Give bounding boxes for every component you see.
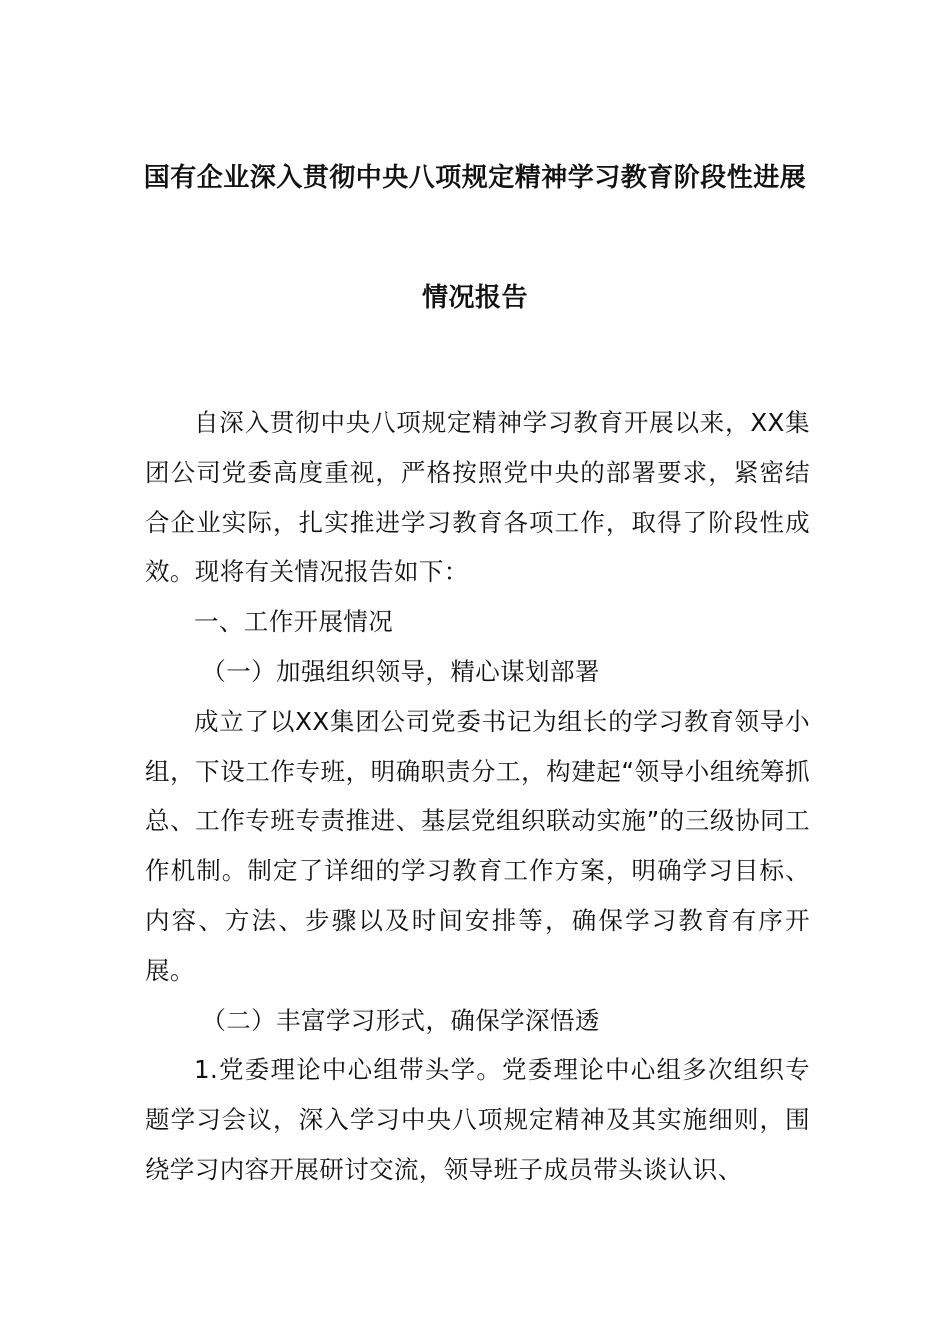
- body-paragraph-1: 成立了以XX集团公司党委书记为组长的学习教育领导小组，下设工作专班，明确职责分工，构建起“领导小组统筹抓总、工作专班专责推进、基层党组织联动实施”的三级协同工作机制。制定了详细的学习教育工作方案，明确学习目标、内容、方法、步骤以及时间安排等，确保学习教育有序开展。: [145, 706, 810, 985]
- document-title-line-1: 国有企业深入贯彻中央八项规定精神学习教育阶段性进展: [143, 163, 807, 193]
- document-body: [145, 398, 810, 1195]
- body-paragraph-2: 1.党委理论中心组带头学。党委理论中心组多次组织专题学习会议，深入学习中央八项规定精神及其实施细则，围绕学习内容开展研讨交流，领导班子成员带头谈认识、: [145, 1055, 810, 1184]
- subsection-heading-2: （二）丰富学习形式，确保学深悟透: [201, 1005, 600, 1035]
- document-title-line-2: 情况报告: [421, 283, 528, 313]
- intro-paragraph: 自深入贯彻中央八项规定精神学习教育开展以来，XX集团公司党委高度重视，严格按照党中央的部署要求，紧密结合企业实际，扎实推进学习教育各项工作，取得了阶段性成效。现将有关情况报告如下：: [145, 408, 810, 587]
- subsection-heading-1: （一）加强组织领导，精心谋划部署: [201, 656, 600, 686]
- section-heading-1: 一、工作开展情况: [194, 607, 394, 637]
